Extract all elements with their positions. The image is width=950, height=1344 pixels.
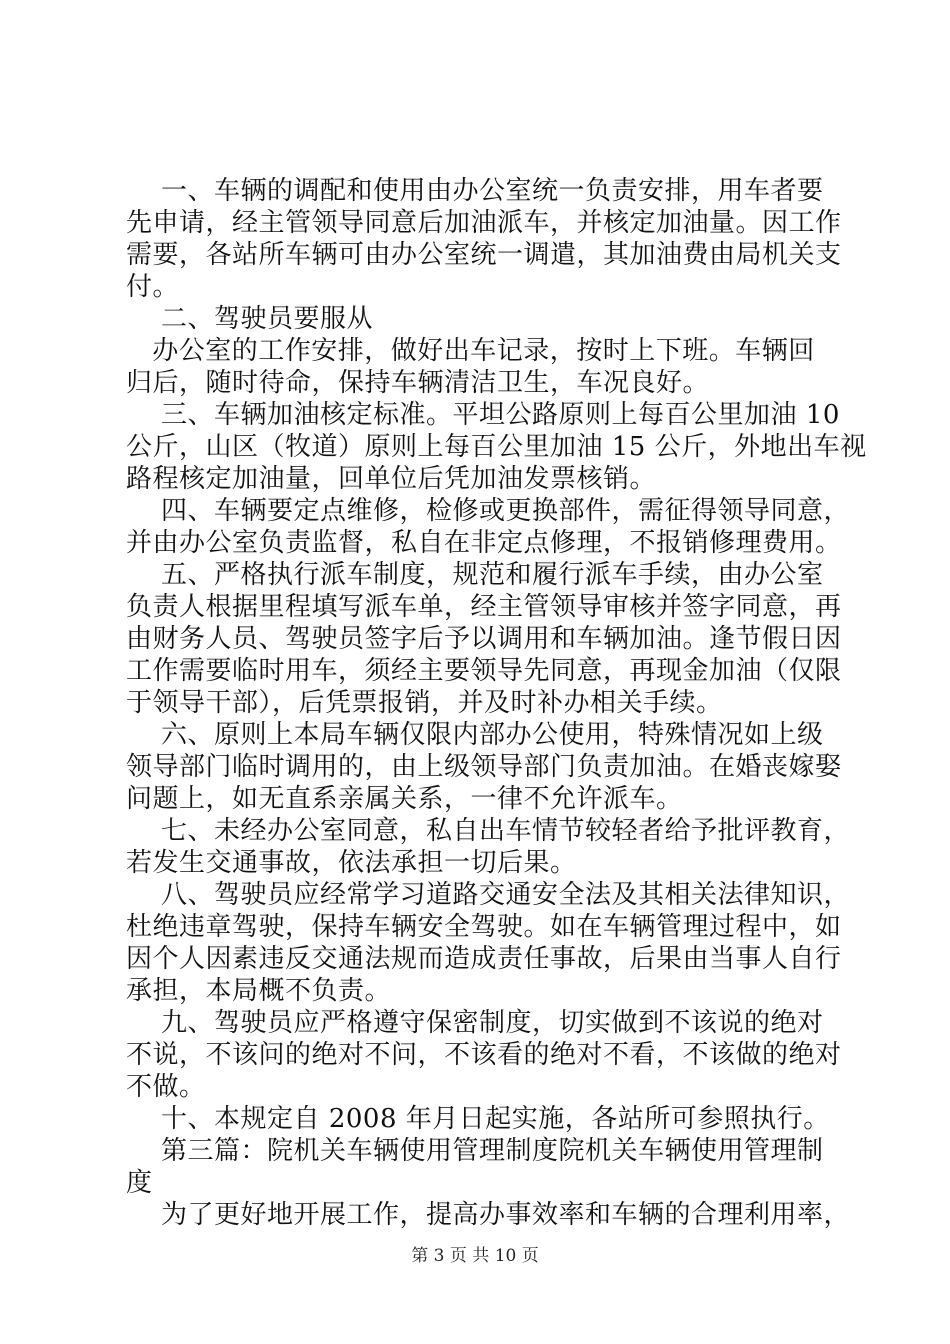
- text-line: 若发生交通事故，依法承担一切后果。: [126, 848, 577, 878]
- text-line: 需要，各站所车辆可由办公室统一调遣，其加油费由局机关支: [126, 240, 842, 270]
- section-heading: 第三篇：院机关车辆使用管理制度院机关车辆使用管理制: [126, 1136, 824, 1166]
- text-line: 问题上，如无直系亲属关系，一律不允许派车。: [126, 784, 683, 814]
- text-line: 八、驾驶员应经常学习道路交通安全法及其相关法律知识，: [126, 880, 851, 910]
- text-line: 负责人根据里程填写派车单，经主管领导审核并签字同意，再: [126, 592, 842, 622]
- text-line: 不做。: [126, 1072, 206, 1102]
- text-line: 四、车辆要定点维修，检修或更换部件，需征得领导同意，: [126, 496, 851, 526]
- text-line: 路程核定加油量，回单位后凭加油发票核销。: [126, 464, 657, 494]
- text-line: 领导部门临时调用的，由上级领导部门负责加油。在婚丧嫁娶: [126, 752, 842, 782]
- text-line: 杜绝违章驾驶，保持车辆安全驾驶。如在车辆管理过程中，如: [126, 912, 842, 942]
- text-line: 由财务人员、驾驶员签字后予以调用和车辆加油。逢节假日因: [126, 624, 842, 654]
- text-line: 为了更好地开展工作，提高办事效率和车辆的合理利用率，: [126, 1200, 851, 1230]
- document-body: [126, 175, 867, 1231]
- text-line: 三、车辆加油核定标准。平坦公路原则上每百公里加油 10: [126, 400, 840, 430]
- text-line: 先申请，经主管领导同意后加油派车，并核定加油量。因工作: [126, 208, 842, 238]
- text-line: 工作需要临时用车，须经主要领导先同意，再现金加油（仅限: [126, 656, 842, 686]
- text-line: 公斤，山区（牧道）原则上每百公里加油 15 公斤，外地出车视: [126, 432, 867, 462]
- text-line: 于领导干部），后凭票报销，并及时补办相关手续。: [126, 688, 723, 718]
- text-line: 十、本规定自 2008 年月日起实施，各站所可参照执行。: [126, 1104, 830, 1134]
- text-line: 归后，随时待命，保持车辆清洁卫生，车况良好。: [126, 368, 710, 398]
- text-line: 一、车辆的调配和使用由办公室统一负责安排，用车者要: [126, 176, 824, 206]
- text-line: 办公室的工作安排，做好出车记录，按时上下班。车辆回: [126, 336, 815, 366]
- text-line: 五、严格执行派车制度，规范和履行派车手续，由办公室: [126, 560, 824, 590]
- text-line: 二、驾驶员要服从: [126, 304, 374, 334]
- text-line: 九、驾驶员应严格遵守保密制度，切实做到不该说的绝对: [126, 1008, 824, 1038]
- section-heading: 度: [126, 1168, 153, 1198]
- text-line: 因个人因素违反交通法规而造成责任事故，后果由当事人自行: [126, 944, 842, 974]
- text-line: 六、原则上本局车辆仅限内部办公使用，特殊情况如上级: [126, 720, 824, 750]
- text-line: 承担，本局概不负责。: [126, 976, 392, 1006]
- text-line: 七、未经办公室同意，私自出车情节较轻者给予批评教育，: [126, 816, 851, 846]
- text-line: 付。: [126, 272, 180, 302]
- text-line: 并由办公室负责监督，私自在非定点修理，不报销修理费用。: [126, 528, 842, 558]
- page-number-footer: 第 3 页 共 10 页: [411, 1246, 539, 1266]
- text-line: 不说，不该问的绝对不问，不该看的绝对不看，不该做的绝对: [126, 1040, 842, 1070]
